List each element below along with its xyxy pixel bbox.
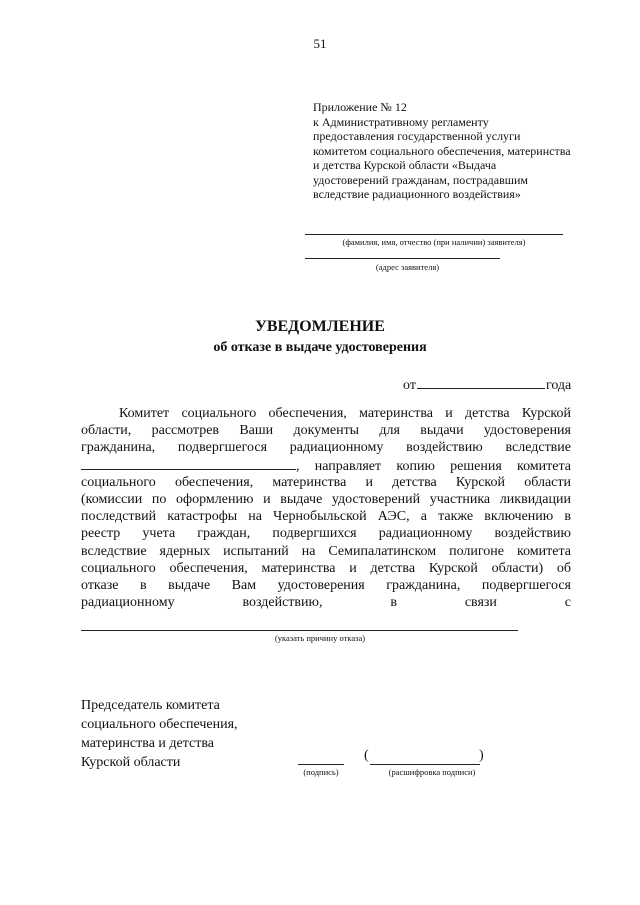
body-line: реестр учета граждан, подвергшихся радиационному воздействию <box>81 526 571 542</box>
date-suffix: года <box>545 378 572 393</box>
appendix-line: удостоверений гражданам, пострадавшим <box>313 172 529 187</box>
body-line <box>81 457 571 474</box>
citizen-name-blank <box>81 457 296 470</box>
date-row <box>403 376 571 394</box>
decoding-paren-close: ) <box>479 748 484 763</box>
signatory-title-line: материнства и детства <box>81 736 214 751</box>
date-blank <box>417 376 545 389</box>
appendix-line: к Административному регламенту <box>313 114 489 129</box>
page-number: 51 <box>313 36 327 51</box>
body-line: Комитет социального обеспечения, материнства и детства Курской <box>119 406 571 421</box>
decoding-paren-open: ( <box>364 748 369 763</box>
signature-caption: (подпись) <box>303 767 339 777</box>
signature-line <box>298 764 344 765</box>
body-line: отказе в выдаче Вам удостоверения гражданина, подвергшегося <box>81 577 571 593</box>
decoding-line <box>370 764 480 765</box>
appendix-header <box>313 100 603 202</box>
body-line: социального обеспечения, материнства и детства Курской области <box>81 474 571 490</box>
document-title: УВЕДОМЛЕНИЕ <box>255 318 385 335</box>
body-line-4-text: , направляет копию решения комитета <box>296 458 571 474</box>
appendix-line: и детства Курской области «Выдача <box>313 158 497 172</box>
document-subtitle: об отказе в выдаче удостоверения <box>213 340 427 355</box>
body-line: социального обеспечения, материнства и детства Курской области) об <box>81 560 571 576</box>
date-prefix: от <box>403 378 416 393</box>
applicant-name-caption: (фамилия, имя, отчество (при наличии) заявителя) <box>342 237 526 247</box>
body-line: вследствие ядерных испытаний на Семипалатинском полигоне комитета <box>81 543 571 559</box>
appendix-line: Приложение № 12 <box>313 100 407 114</box>
decoding-caption: (расшифровка подписи) <box>388 767 476 777</box>
signature-block <box>81 696 238 772</box>
appendix-line: вследствие радиационного воздействия» <box>313 187 521 201</box>
appendix-line: предоставления государственной услуги <box>313 129 521 143</box>
body-line: гражданина, подвергшегося радиационному воздействию вследствие <box>81 440 571 456</box>
notice-body <box>81 405 571 611</box>
applicant-address-caption: (адрес заявителя) <box>375 262 440 272</box>
body-line: последствий катастрофы на Чернобыльской АЭС, а также включению в <box>81 509 571 525</box>
applicant-name-line <box>305 234 563 235</box>
signatory-title-line: социального обеспечения, <box>81 717 238 732</box>
reason-line <box>81 630 518 631</box>
signatory-title-line: Курской области <box>81 755 181 770</box>
signatory-title-line: Председатель комитета <box>81 698 220 713</box>
applicant-address-line <box>305 258 500 259</box>
body-line: области, рассмотрев Ваши документы для выдачи удостоверения <box>81 423 571 439</box>
appendix-line: комитетом социального обеспечения, материнства <box>313 143 571 158</box>
body-line: (комиссии по оформлению и выдаче удостоверений участника ликвидации <box>81 491 571 507</box>
reason-caption: (указать причину отказа) <box>274 633 366 643</box>
body-line: радиационному воздействию, в связи с <box>81 595 571 611</box>
